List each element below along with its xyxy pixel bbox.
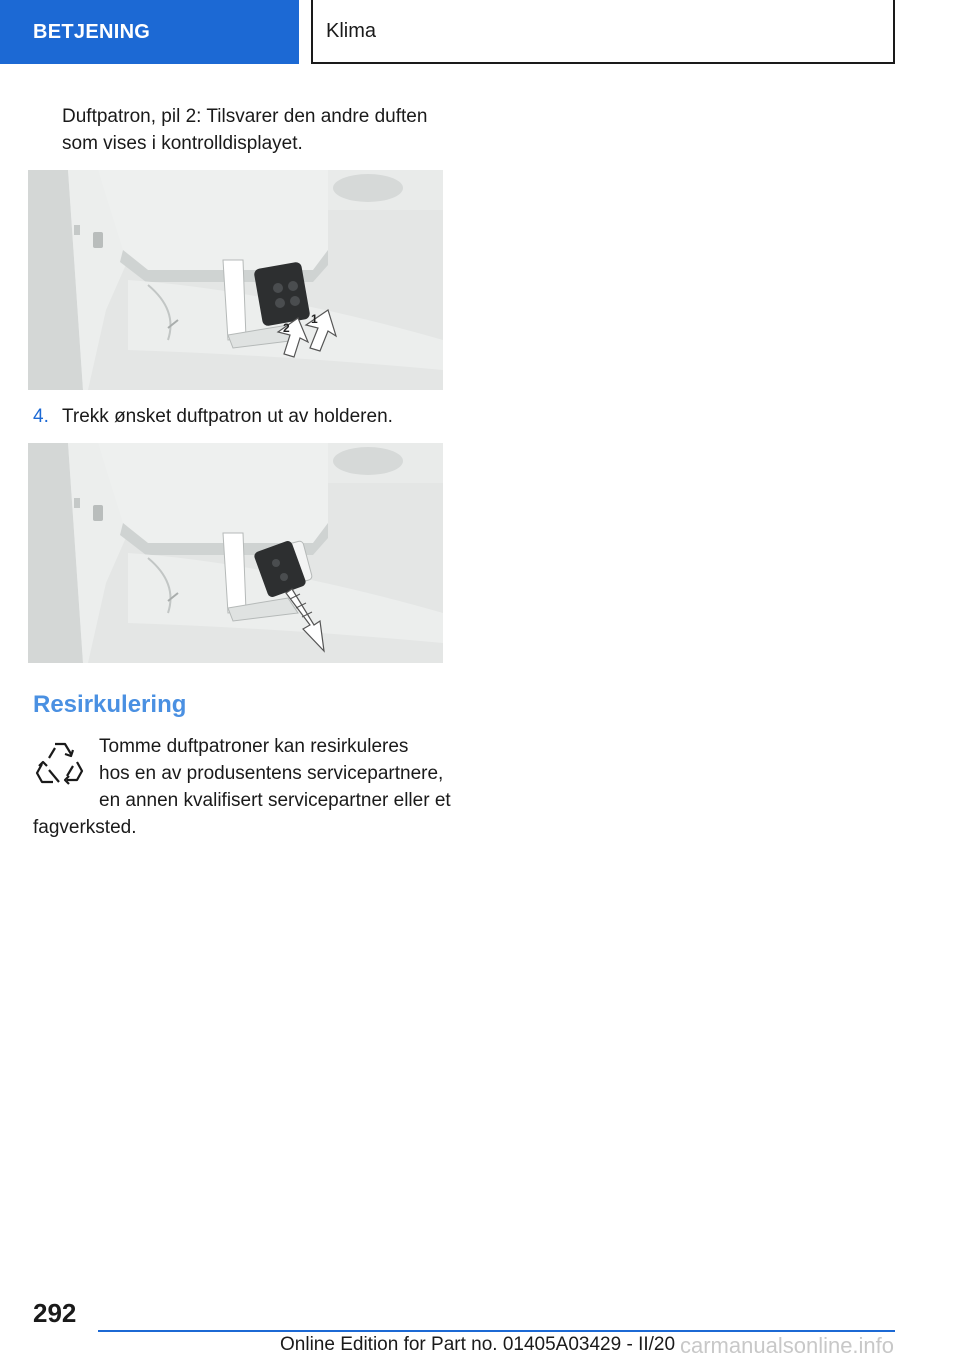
step-4-number: 4. <box>33 406 49 427</box>
chapter-title-text: Klima <box>326 19 377 42</box>
footer-divider <box>98 1330 895 1332</box>
recycling-line-4: fagverksted. <box>33 817 137 838</box>
figure-cartridge-holder <box>28 170 443 390</box>
intro-paragraph <box>62 103 427 157</box>
figure-cartridge-removal <box>28 443 443 663</box>
step-4-text: Trekk ønsket duftpatron ut av holderen. <box>62 406 393 427</box>
step-4 <box>33 403 393 430</box>
section-tab <box>0 0 299 64</box>
intro-line-1: Duftpatron, pil 2: Tilsvarer den andre duften <box>62 106 428 127</box>
recycle-icon <box>33 738 87 792</box>
chapter-title <box>311 0 895 64</box>
page-number: 292 <box>33 1298 77 1328</box>
section-heading-recycling: Resirkulering <box>33 691 187 718</box>
intro-line-2: som vises i kontrolldisplayet. <box>62 133 303 154</box>
recycling-paragraph <box>99 733 451 814</box>
arrow-label-2: 2 <box>283 321 290 335</box>
arrow-label-1: 1 <box>311 312 318 326</box>
recycling-line-3: en annen kvalifisert servicepartner eller et <box>99 790 451 811</box>
footer-edition: Online Edition for Part no. 01405A03429 - II/20 <box>280 1334 676 1355</box>
section-label: BETJENING <box>33 20 151 43</box>
recycling-line-1: Tomme duftpatroner kan resirkuleres <box>99 736 409 757</box>
recycling-line-2: hos en av produsentens servicepartnere, <box>99 763 444 784</box>
watermark: carmanualsonline.info <box>680 1333 895 1358</box>
